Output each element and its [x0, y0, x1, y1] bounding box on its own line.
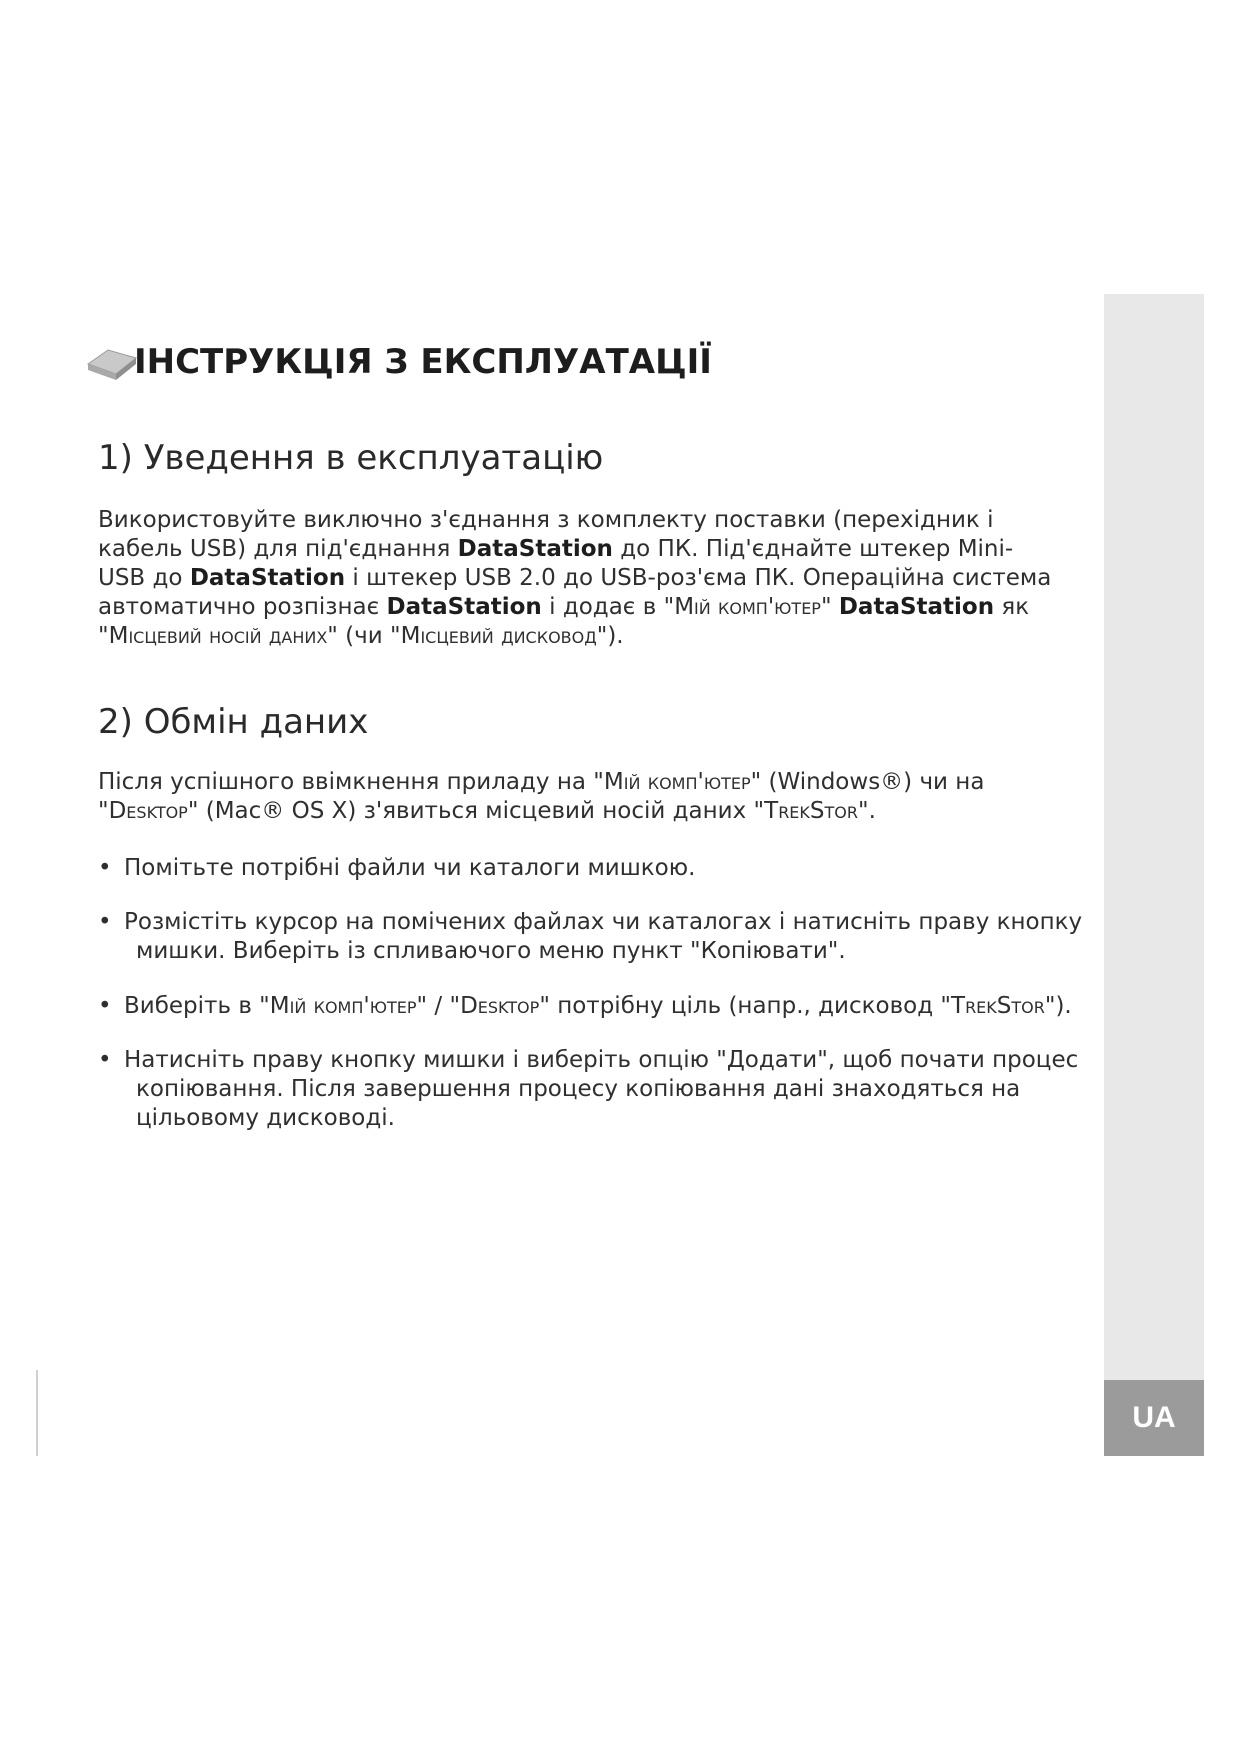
bullet-dot: • — [98, 855, 112, 881]
section-1-paragraph: Використовуйте виключно з'єднання з комплекту поставки (перехідник і кабель USB) для під'єднання DataStation до ПК. Під'єднайте штекер Mini-USB до DataStation і штекер USB 2.0 до USB-роз'єма ПК. Операційна система автоматично розпізнає DataStation і додає в "Мій комп'ютер" DataStation як "Місцевий носій даних" (чи "Місцевий дисковод"). — [98, 507, 1052, 649]
list-item: • Виберіть в "Мій комп'ютер" / "Desktop" потрібну ціль (напр., дисковод "TrekStor"). — [98, 993, 1072, 1019]
product-name: DataStation — [386, 594, 542, 620]
product-name: DataStation — [457, 536, 613, 562]
left-rule — [36, 1370, 38, 1456]
list-item: • Помітьте потрібні файли чи каталоги мишкою. — [98, 855, 696, 881]
section-2-paragraph: Після успішного ввімкнення приладу на "Мій комп'ютер" (Windows®) чи на "Desktop" (Mac® OS X) з'явиться місцевий носій даних "TrekStor". — [98, 769, 985, 824]
list-item: • Натисніть праву кнопку мишки і виберіть опцію "Додати", щоб почати процес копіювання. Після завершення процесу копіювання дані знаходяться на цільовому дисководі. — [98, 1047, 1079, 1131]
page-title: ІНСТРУКЦІЯ З ЕКСПЛУАТАЦІЇ — [134, 342, 712, 382]
drive-icon — [86, 346, 138, 382]
list-item: • Розмістіть курсор на помічених файлах чи каталогах і натисніть праву кнопку мишки. Виберіть із спливаючого меню пункт "Копіювати". — [98, 909, 1083, 964]
product-name: DataStation — [838, 594, 995, 620]
product-name: DataStation — [189, 565, 346, 591]
language-tab-label: UA — [1132, 1401, 1176, 1434]
section-heading-1: 1) Уведення в експлуатацію — [98, 438, 604, 478]
side-strip — [1104, 294, 1204, 1456]
bullet-dot: • — [98, 909, 112, 935]
bullet-dot: • — [98, 1047, 112, 1073]
section-heading-2: 2) Обмін даних — [98, 702, 369, 742]
bullet-dot: • — [98, 993, 112, 1019]
language-tab-ua — [1104, 1380, 1204, 1456]
